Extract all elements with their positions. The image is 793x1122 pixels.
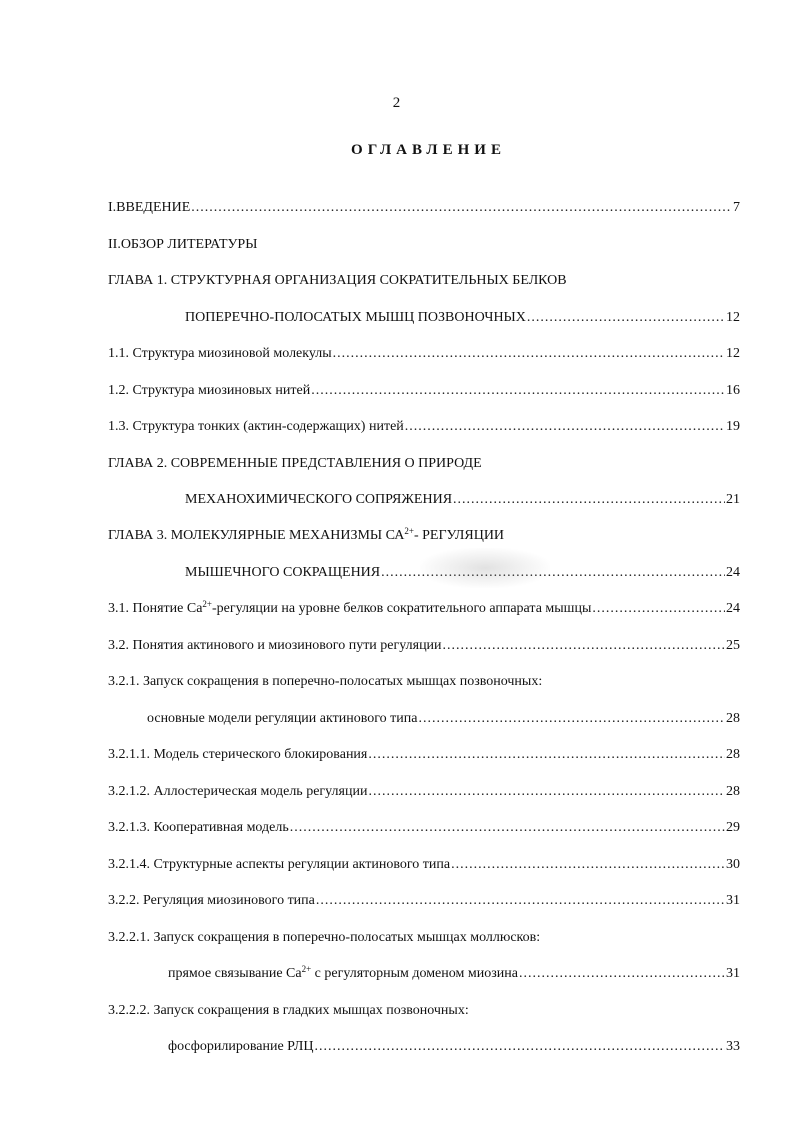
toc-entry: МЕХАНОХИМИЧЕСКОГО СОПРЯЖЕНИЯ ..... 21: [185, 491, 740, 509]
toc-entry: 1.3. Структура тонких (актин-содержащих) нитей ..... 19: [108, 418, 740, 436]
toc-title: ОГЛАВЛЕНИЕ: [351, 142, 506, 158]
toc-entry: 1.2. Структура миозиновых нитей ..... 16: [108, 382, 740, 400]
toc-entry: 3.2.1.1. Модель стерического блокирования ..... 28: [108, 746, 740, 764]
toc-entry: основные модели регуляции актинового типа ..... 28: [147, 710, 740, 728]
toc-heading: ГЛАВА 1. СТРУКТУРНАЯ ОРГАНИЗАЦИЯ СОКРАТИТЕЛЬНЫХ БЕЛКОВ: [108, 273, 567, 288]
toc-entry: 1.1. Структура миозиновой молекулы ..... 12: [108, 345, 740, 363]
toc-heading: II.ОБЗОР ЛИТЕРАТУРЫ: [108, 237, 258, 252]
toc-page-number: 31: [726, 966, 740, 981]
toc-heading: 3.2.1. Запуск сокращения в поперечно-полосатых мышцах позвоночных:: [108, 674, 543, 689]
toc-page-number: 33: [726, 1039, 740, 1054]
toc-heading: ГЛАВА 2. СОВРЕМЕННЫЕ ПРЕДСТАВЛЕНИЯ О ПРИРОДЕ: [108, 456, 482, 471]
toc-entry: 3.2.1.2. Аллостерическая модель регуляции ..... 28: [108, 783, 740, 801]
toc-page-number: 28: [726, 711, 740, 726]
toc-entry: 3.2. Понятия актинового и миозинового пути регуляции ..... 25: [108, 637, 740, 655]
toc-page-number: 16: [726, 383, 740, 398]
page-number: 2: [392, 95, 401, 111]
toc-page-number: 28: [726, 784, 740, 799]
toc-page-number: 28: [726, 747, 740, 762]
toc-page-number: 21: [726, 492, 740, 507]
toc-page-number: 30: [726, 857, 740, 872]
toc-page-number: 19: [726, 419, 740, 434]
toc-entry: 3.2.1.3. Кооперативная модель ..... 29: [108, 819, 740, 837]
toc-page-number: 29: [726, 820, 740, 835]
toc-entry: 3.1. Понятие $Ca^{2+}$-регуляции на уровне белков сократительного аппарата мышцы ..... 24: [108, 600, 740, 618]
toc-page-number: 24: [726, 565, 740, 580]
toc-entry: ПОПЕРЕЧНО-ПОЛОСАТЫХ МЫШЦ ПОЗВОНОЧНЫХ ..... 12: [185, 309, 740, 327]
toc-page-number: 24: [726, 601, 740, 616]
toc-entry: I.ВВЕДЕНИЕ ..... 7: [108, 199, 740, 217]
toc-page-number: 12: [726, 310, 740, 325]
toc-entry: 3.2.2. Регуляция миозинового типа ..... 31: [108, 892, 740, 910]
toc-heading: 3.2.2.1. Запуск сокращения в поперечно-полосатых мышцах моллюсков:: [108, 930, 541, 945]
toc-page-number: 12: [726, 346, 740, 361]
toc-entry: фосфорилирование РЛЦ ..... 33: [168, 1038, 740, 1056]
toc-heading: ГЛАВА 3. МОЛЕКУЛЯРНЫЕ МЕХАНИЗМЫ $СА^{2+}-$ РЕГУЛЯЦИИ: [108, 526, 505, 543]
toc-entry: прямое связывание $Ca^{2+}$ с регуляторным доменом миозина ..... 31: [168, 965, 740, 983]
toc-entry: МЫШЕЧНОГО СОКРАЩЕНИЯ ..... 24: [185, 564, 740, 582]
toc-page-number: 25: [726, 638, 740, 653]
toc-page-number: 7: [733, 200, 740, 215]
toc-page-number: 31: [726, 893, 740, 908]
toc-heading: 3.2.2.2. Запуск сокращения в гладких мышцах позвоночных:: [108, 1003, 469, 1018]
toc-entry: 3.2.1.4. Структурные аспекты регуляции актинового типа ..... 30: [108, 856, 740, 874]
